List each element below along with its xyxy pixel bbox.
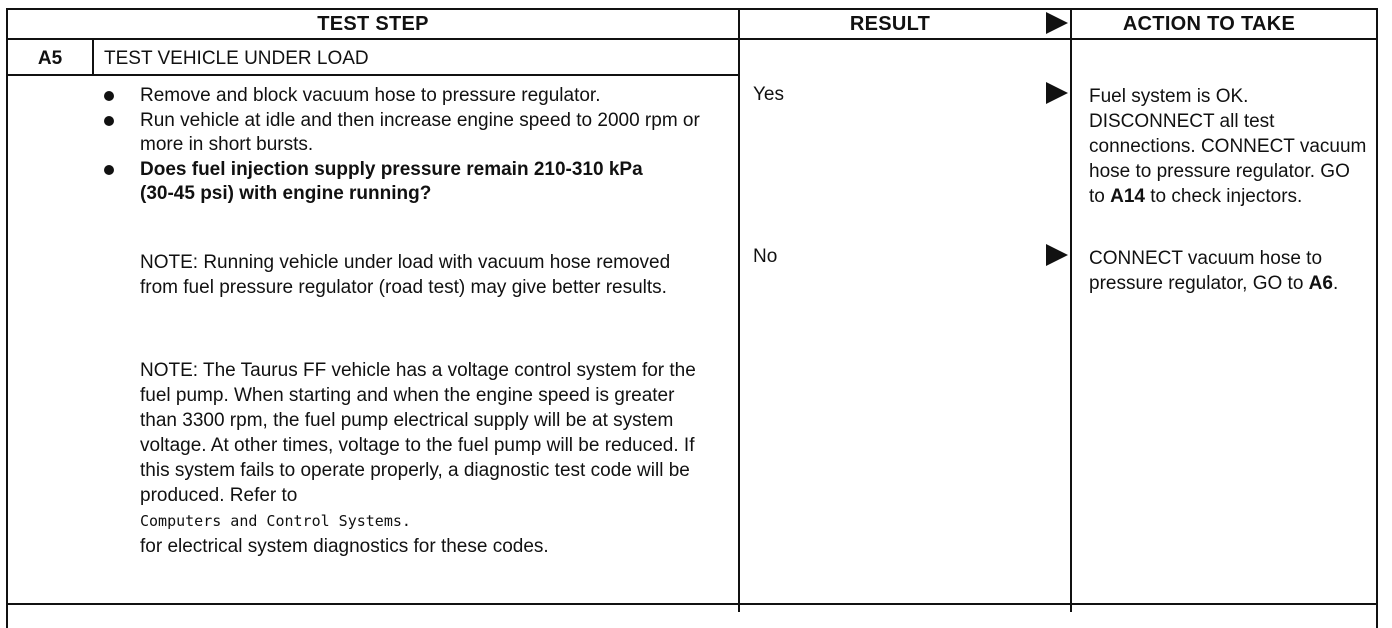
note-voltage-control bbox=[140, 358, 700, 559]
step-bullet: Remove and block vacuum hose to pressure regulator. bbox=[100, 84, 650, 109]
bottom-rule bbox=[6, 603, 1378, 605]
step-title: TEST VEHICLE UNDER LOAD bbox=[104, 48, 369, 69]
step-bullet: Run vehicle at idle and then increase engine speed to 2000 rpm or more in short bursts. bbox=[100, 109, 700, 158]
header-test-step: TEST STEP bbox=[317, 13, 429, 35]
step-id: A5 bbox=[37, 48, 63, 69]
bullet-icon bbox=[104, 91, 114, 101]
step-link-a6: A6 bbox=[1308, 273, 1333, 294]
note-reference: Computers and Control Systems. bbox=[140, 512, 411, 530]
bullet-icon bbox=[104, 116, 114, 126]
step-id-divider bbox=[6, 74, 94, 76]
result-yes: Yes bbox=[753, 84, 784, 105]
bullet-icon bbox=[104, 165, 114, 175]
header-action: ACTION TO TAKE bbox=[1122, 13, 1296, 35]
result-yes-arrow-icon bbox=[1046, 82, 1068, 104]
action-yes: Fuel system is OK. DISCONNECT all test connections. CONNECT vacuum hose to pressure regulator. GO to A14 to check injectors. bbox=[1089, 86, 1367, 207]
note-road-test: NOTE: Running vehicle under load with vacuum hose removed from fuel pressure regulator (road test) may give better results. bbox=[140, 252, 671, 298]
column-divider-result bbox=[738, 8, 740, 612]
action-no: CONNECT vacuum hose to pressure regulator, GO to A6. bbox=[1089, 248, 1339, 294]
result-no: No bbox=[753, 246, 778, 267]
note-voltage-followup: for electrical system diagnostics for these codes. bbox=[140, 536, 549, 557]
header-divider bbox=[6, 38, 1378, 40]
column-divider-action bbox=[1070, 8, 1072, 612]
header-result: RESULT bbox=[849, 13, 931, 35]
note-voltage-text: NOTE: The Taurus FF vehicle has a voltage control system for the fuel pump. When starting and when the engine speed is greater than 3300 rpm, the fuel pump electrical supply will be at system voltage. At other times, voltage to the fuel pump will be reduced. If this system fails to operate properly, a diagnostic test code will be produced. Refer to bbox=[140, 360, 696, 506]
step-id-divider-vertical bbox=[92, 38, 94, 74]
step-link-a14: A14 bbox=[1110, 186, 1145, 207]
step-bullet-question: Does fuel injection supply pressure remain 210-310 kPa (30-45 psi) with engine running? bbox=[100, 158, 680, 207]
result-no-arrow-icon bbox=[1046, 244, 1068, 266]
step-title-divider bbox=[6, 74, 740, 76]
step-bullet-list bbox=[100, 84, 720, 207]
header-arrow-icon bbox=[1046, 12, 1068, 34]
